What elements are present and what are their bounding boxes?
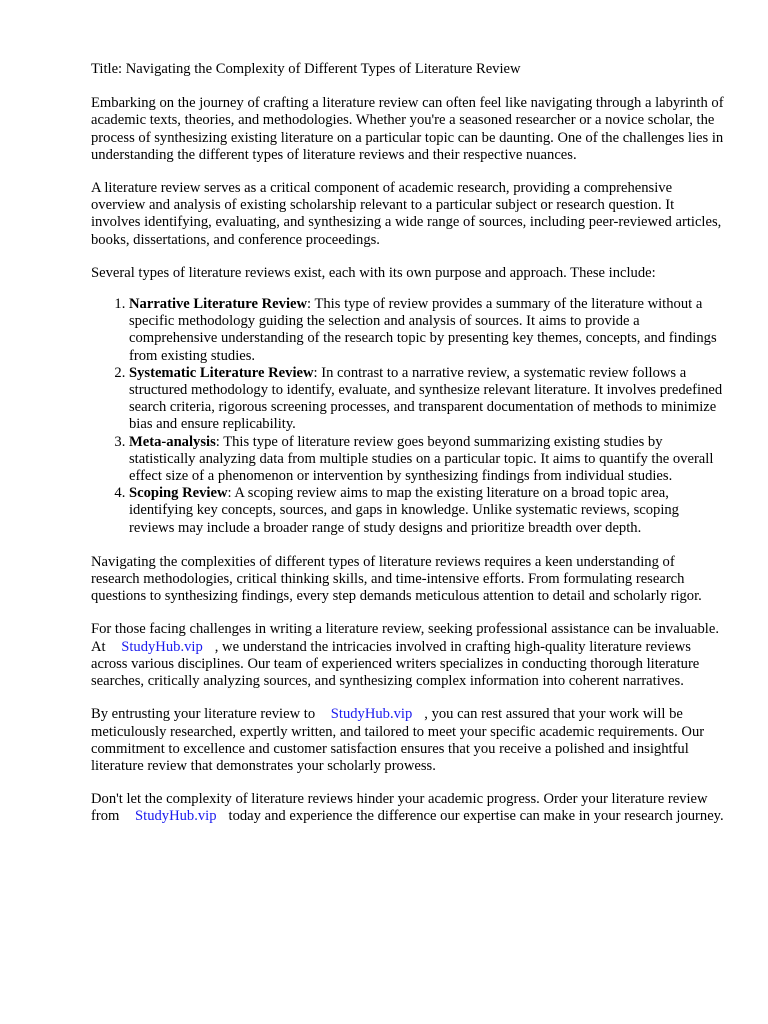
entrusting-text-before: By entrusting your literature review to <box>91 706 316 723</box>
studyhub-link-2[interactable]: StudyHub.vip <box>330 706 413 723</box>
definition-paragraph: A literature review serves as a critical component of academic research, providing a comprehensive overview and analysis of existing scholarship relevant to a particular subject or research question. It involves identifying, evaluating, and synthesizing a wide range of sources, including peer-reviewed articles, books, dissertations, and conference proceedings. <box>91 180 722 248</box>
list-item-term: Meta-analysis <box>129 433 216 450</box>
assistance-paragraph <box>91 621 724 690</box>
list-item-term: Narrative Literature Review <box>129 296 308 313</box>
review-types-list <box>91 296 724 537</box>
studyhub-link-1[interactable]: StudyHub.vip <box>121 638 203 655</box>
entrusting-paragraph <box>91 706 724 775</box>
closing-text-after: today and experience the difference our expertise can make in your research journey. <box>228 808 724 825</box>
list-item-term: Scoping Review <box>129 485 228 502</box>
document-title: Title: Navigating the Complexity of Different Types of Literature Review <box>91 61 521 77</box>
assistance-text-after: , we understand the intricacies involved in crafting high-quality literature reviews across various disciplines. Our team of experienced writers specializes in conducting thorough literature searches, critically analyzing sources, and synthesizing complex information into coherent narratives. <box>91 638 700 690</box>
list-item-term: Systematic Literature Review <box>129 364 314 381</box>
complexity-paragraph: Navigating the complexities of different types of literature reviews requires a keen understanding of research methodologies, critical thinking skills, and time-intensive efforts. From formulating research questions to synthesizing findings, every step demands meticulous attention to detail and scholarly rigor. <box>91 553 702 605</box>
list-item-text: : A scoping review aims to map the existing literature on a broad topic area, identifying key concepts, sources, and gaps in knowledge. Unlike systematic reviews, scoping reviews may include a broader range of study designs and prioritize breadth over depth. <box>129 485 679 536</box>
list-item <box>129 365 724 434</box>
list-item-text: : This type of review provides a summary of the literature without a specific methodology guiding the selection and analysis of sources. It aims to provide a comprehensive understanding of the research topic by presenting key themes, concepts, and findings from existing studies. <box>129 296 717 364</box>
list-item <box>129 296 724 365</box>
list-item <box>129 485 724 537</box>
types-intro-paragraph: Several types of literature reviews exist, each with its own purpose and approach. These include: <box>91 264 656 281</box>
entrusting-text-after: , you can rest assured that your work will be meticulously researched, expertly written, and tailored to meet your specific academic requirements. Our commitment to excellence and customer satisfaction ensures that you receive a polished and insightful literature review that demonstrates your scholarly prowess. <box>91 706 705 774</box>
list-item <box>129 434 724 486</box>
list-item-text: : This type of literature review goes beyond summarizing existing studies by statistically analyzing data from multiple studies on a particular topic. It aims to quantify the overall effect size of a phenomenon or intervention by synthesizing findings from individual studies. <box>129 433 714 485</box>
studyhub-link-3[interactable]: StudyHub.vip <box>135 808 217 825</box>
intro-paragraph: Embarking on the journey of crafting a literature review can often feel like navigating through a labyrinth of academic texts, theories, and methodologies. Whether you're a seasoned researcher or a novice scholar, the process of synthesizing existing literature on a particular topic can be daunting. One of the challenges lies in understanding the different types of literature reviews and their respective nuances. <box>91 95 724 163</box>
closing-text-before: Don't let the complexity of literature reviews hinder your academic progress. Order your literature review from <box>91 791 708 825</box>
assistance-text-before: For those facing challenges in writing a literature review, seeking professional assistance can be invaluable. At <box>91 621 719 655</box>
list-item-text: : In contrast to a narrative review, a systematic review follows a structured methodology to identify, evaluate, and synthesize relevant literature. It involves predefined search criteria, rigorous screening processes, and transparent documentation of methods to minimize bias and ensure replicability. <box>129 364 723 433</box>
closing-paragraph <box>91 791 724 825</box>
